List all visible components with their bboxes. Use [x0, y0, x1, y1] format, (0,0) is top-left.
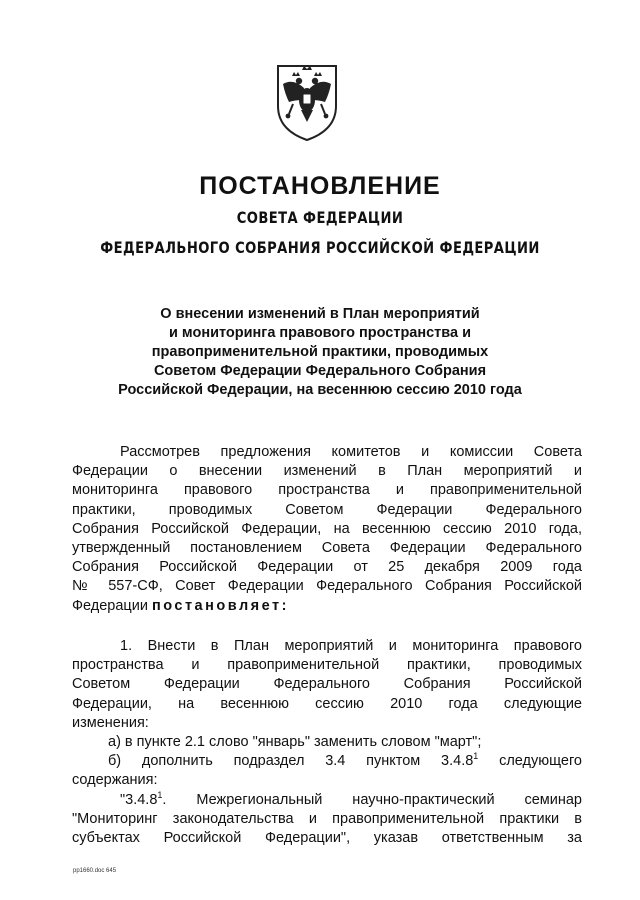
item-1-paragraph [72, 637, 582, 848]
preamble-paragraph [72, 443, 582, 616]
document-title: ПОСТАНОВЛЕНИЕ [199, 172, 441, 200]
body-text: "3.4.8 [120, 791, 158, 808]
body-text: б) дополнить подраздел 3.4 пунктом 3.4.8 [108, 753, 474, 770]
body-line: изменения: [72, 714, 149, 731]
subject-line: О внесении изменений в План мероприятий [160, 306, 480, 322]
sub-item-b [72, 752, 582, 771]
issuer-line-2: ФЕДЕРАЛЬНОГО СОБРАНИЯ РОССИЙСКОЙ ФЕДЕРАЦИИ [100, 238, 540, 257]
russian-coat-of-arms-icon [275, 60, 339, 142]
issuer-line-1: СОВЕТА ФЕДЕРАЦИИ [236, 208, 404, 227]
subject-line: и мониторинга правового пространства и [168, 325, 472, 341]
body-line: 1. Внести в План мероприятий и мониторинга правового [120, 638, 582, 654]
body-line: мониторинга правового пространства и правоприменительной [72, 482, 582, 499]
body-line: практики, проводимых Советом Федерации Федерального [72, 501, 582, 518]
body-line: Федерации, на весеннюю сессию 2010 года следующие [72, 695, 582, 712]
body-text: . Межрегиональный научно-практический семинар [162, 791, 582, 808]
superscript: 1 [473, 751, 479, 762]
body-line: "Мониторинг законодательства и правоприменительной практики в [72, 810, 582, 827]
resolves-keyword: постановляет: [151, 597, 289, 614]
body-line: Советом Федерации Федерального Собрания Российской [72, 676, 582, 693]
superscript: 1 [157, 789, 163, 800]
body-line [72, 597, 582, 616]
body-line: Рассмотрев предложения комитетов и комиссии Совета [120, 444, 582, 460]
document-subject [60, 305, 580, 400]
body-line: Федерации о внесении изменений в План мероприятий и [72, 463, 582, 480]
body-line: Собрания Российской Федерации, на весеннюю сессию 2010 года, [72, 520, 582, 537]
body-line: субъектах Российской Федерации", указав ответственным за [72, 830, 582, 847]
body-line: № 557-СФ, Совет Федерации Федерального Собрания Российской [72, 578, 582, 595]
subject-line: Российской Федерации, на весеннюю сессию 2010 года [118, 382, 522, 398]
body-text: Федерации [72, 597, 152, 614]
quoted-item [72, 791, 582, 810]
body-text: следующего [478, 753, 582, 770]
body-line: Собрания Российской Федерации от 25 декабря 2009 года [72, 559, 582, 576]
body-line: пространства и правоприменительной практики, проводимых [72, 657, 582, 674]
file-code: pp1660.doc 645 [73, 868, 117, 874]
subject-line: Советом Федерации Федерального Собрания [153, 363, 487, 379]
sub-item-a: а) в пункте 2.1 слово "январь" заменить словом "март"; [108, 734, 482, 751]
subject-line: правоприменительной практики, проводимых [151, 344, 489, 360]
body-line: утвержденный постановлением Совета Федерации Федерального [72, 540, 582, 557]
body-line: содержания: [72, 772, 158, 789]
